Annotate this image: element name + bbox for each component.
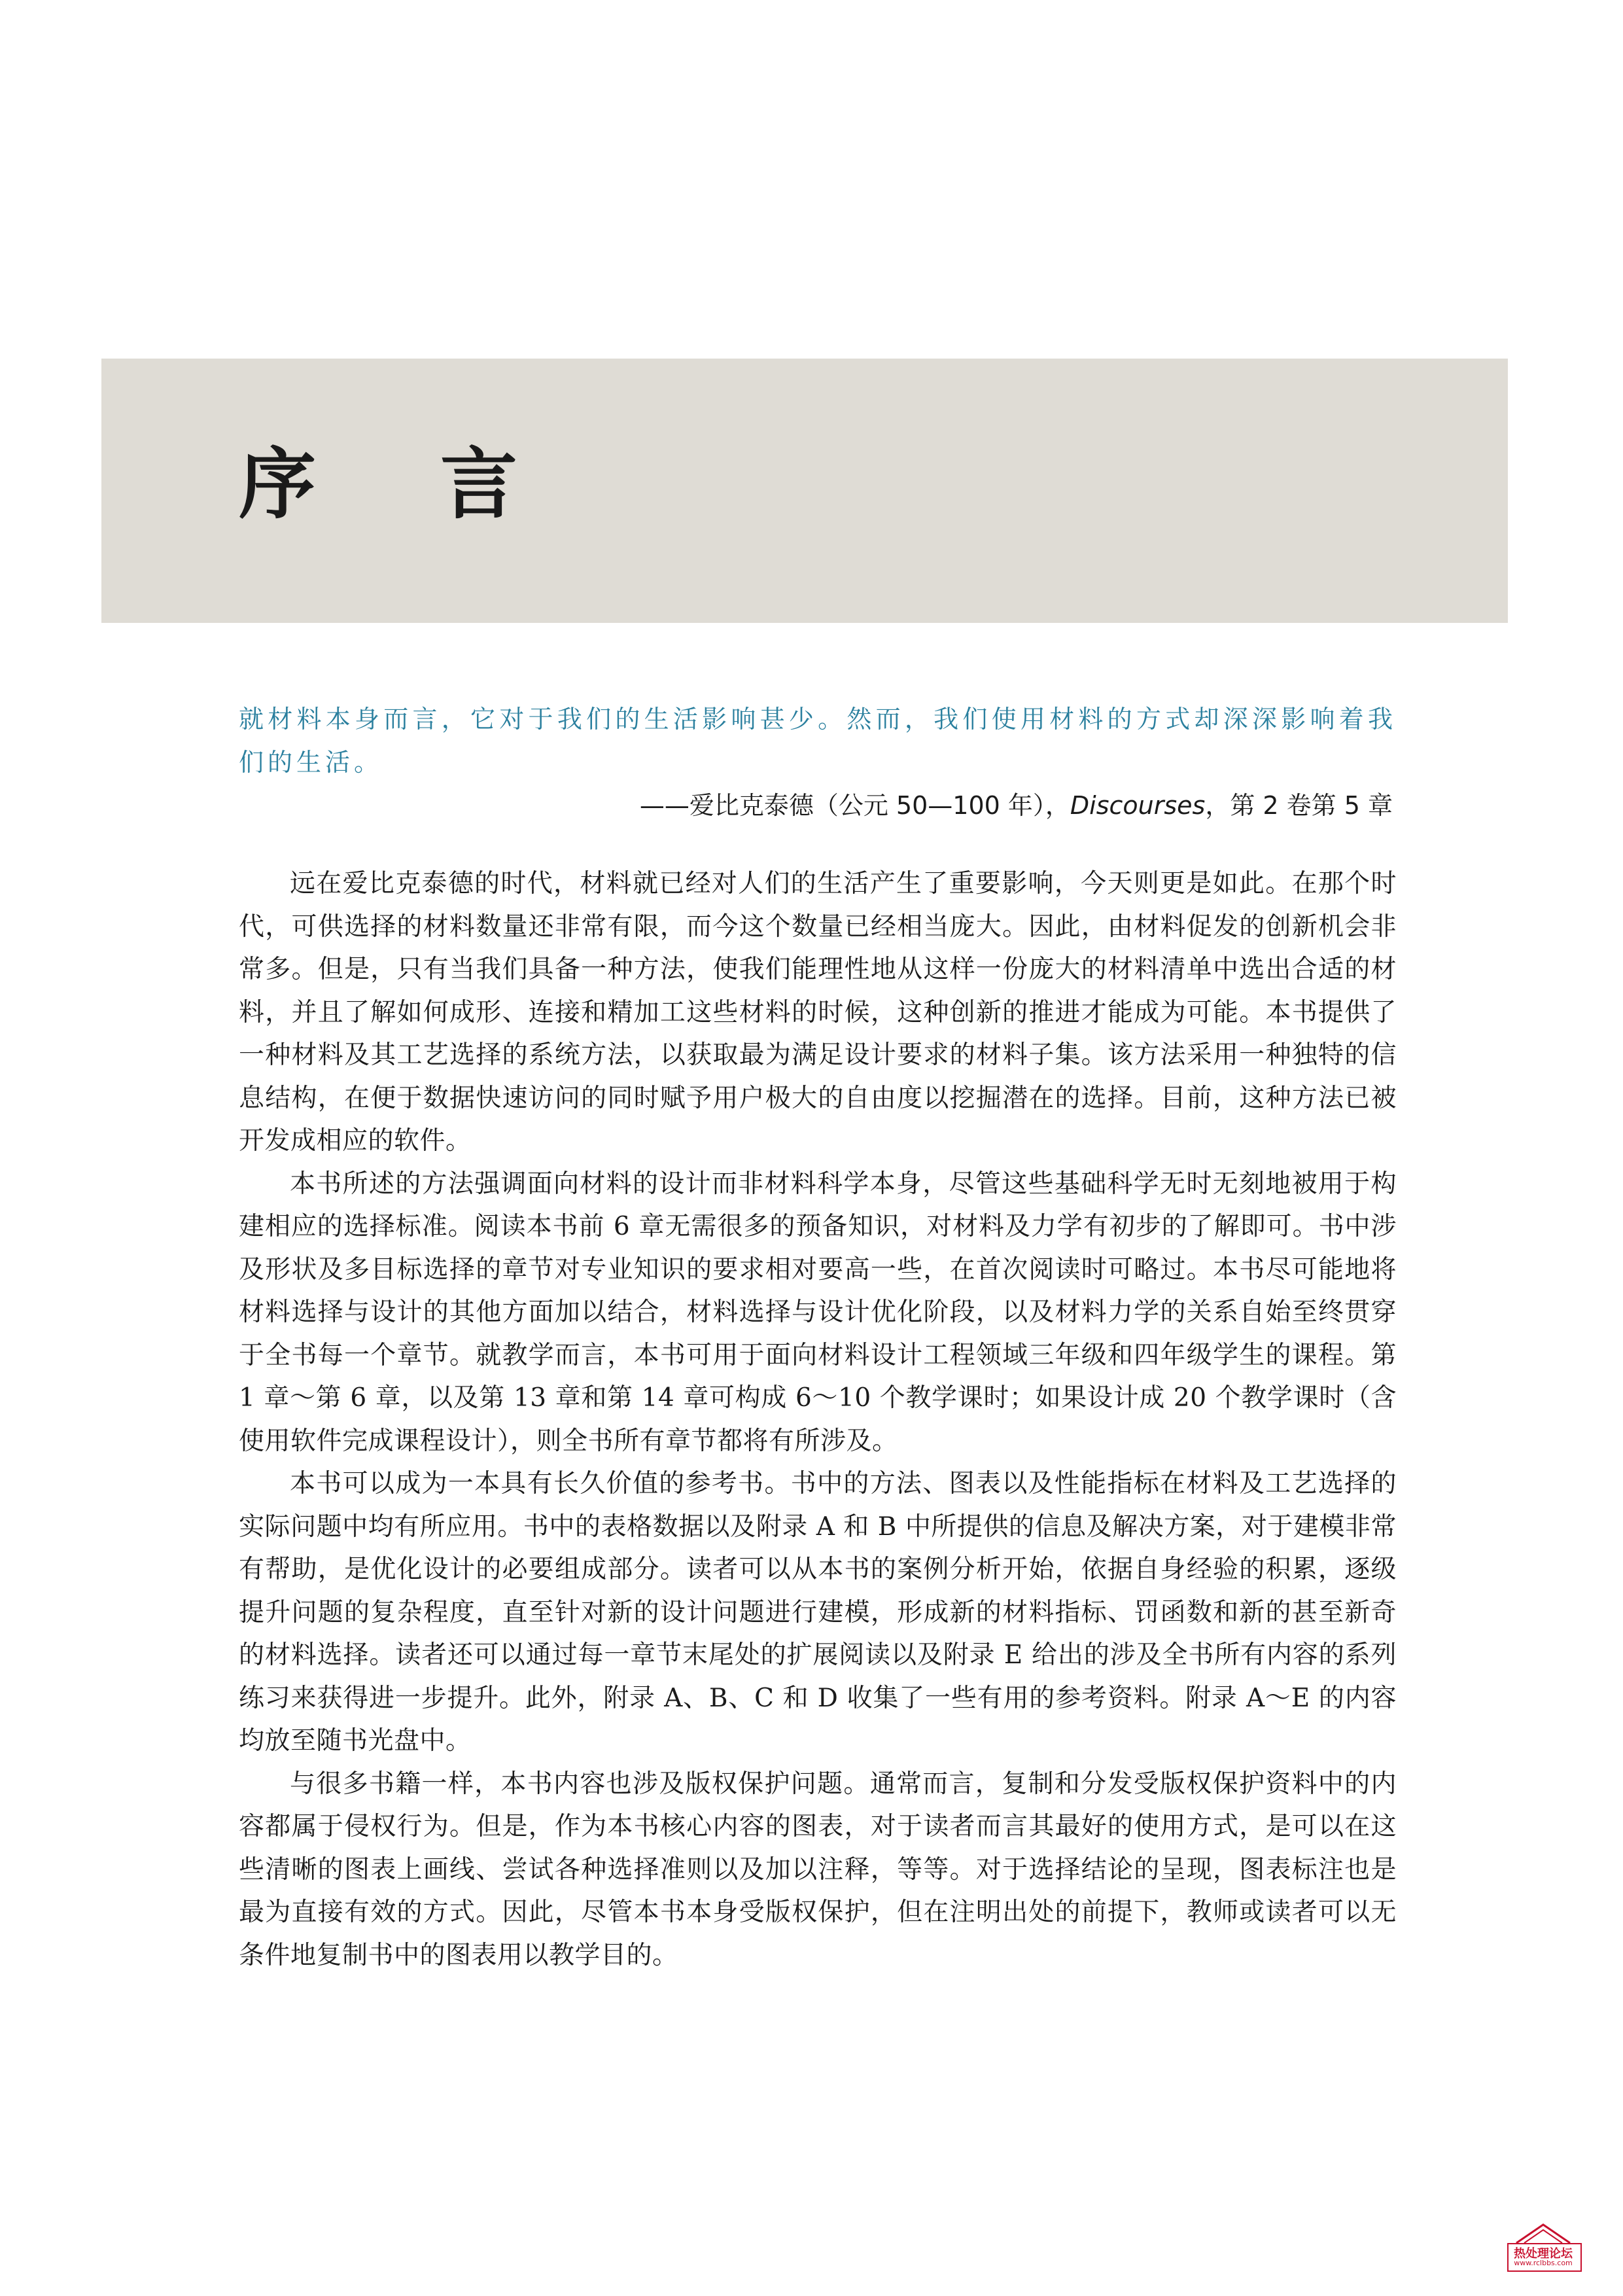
roof-icon [1515,2222,1571,2244]
paragraph: 本书所述的方法强调面向材料的设计而非材料科学本身，尽管这些基础科学无时无刻地被用于构建相应的选择标准。阅读本书前 6 章无需很多的预备知识，对材料及力学有初步的了解即可。书中涉及形状及多目标选择的章节对专业知识的要求相对要高一些，在首次阅读时可略过。本书尽可能地将材料选择与设计的其他方面加以结合，材料选择与设计优化阶段，以及材料力学的关系自始至终贯穿于全书每一个章节。就教学而言，本书可用于面向材料设计工程领域三年级和四年级学生的课程。第 1 章～第 6 章，以及第 13 章和第 14 章可构成 6～10 个教学课时；如果设计成 20 个教学课时（含使用软件完成课程设计），则全书所有章节都将有所涉及。 [239,1169,1397,1456]
attribution-location: ，第 2 卷第 5 章 [1205,791,1393,820]
title-band [101,359,1508,623]
page-title: 序言 [239,439,642,529]
watermark-main-text: 热处理论坛 [1514,2247,1573,2261]
epigraph-quote: 就材料本身而言，它对于我们的生活影响甚少。然而，我们使用材料的方式却深深影响着我们的生活。 [239,705,1397,777]
paragraph: 本书可以成为一本具有长久价值的参考书。书中的方法、图表以及性能指标在材料及工艺选择的实际问题中均有所应用。书中的表格数据以及附录 A 和 B 中所提供的信息及解决方案，对于建模非常有帮助，是优化设计的必要组成部分。读者可以从本书的案例分析开始，依据自身经验的积累，逐级提升问题的复杂程度，直至针对新的设计问题进行建模，形成新的材料指标、罚函数和新的甚至新奇的材料选择。读者还可以通过每一章节末尾处的扩展阅读以及附录 E 给出的涉及全书所有内容的系列练习来获得进一步提升。此外，附录 A、B、C 和 D 收集了一些有用的参考资料。附录 A～E 的内容均放至随书光盘中。 [239,1469,1397,1756]
paragraph: 与很多书籍一样，本书内容也涉及版权保护问题。通常而言，复制和分发受版权保护资料中的内容都属于侵权行为。但是，作为本书核心内容的图表，对于读者而言其最好的使用方式，是可以在这些清晰的图表上画线、尝试各种选择准则以及加以注释，等等。对于选择结论的呈现，图表标注也是最为直接有效的方式。因此，尽管本书本身受版权保护，但在注明出处的前提下，教师或读者可以无条件地复制书中的图表用以教学目的。 [239,1769,1397,1970]
paragraph: 远在爱比克泰德的时代，材料就已经对人们的生活产生了重要影响，今天则更是如此。在那个时代，可供选择的材料数量还非常有限，而今这个数量已经相当庞大。因此，由材料促发的创新机会非常多。但是，只有当我们具备一种方法，使我们能理性地从这样一份庞大的材料清单中选出合适的材料，并且了解如何成形、连接和精加工这些材料的时候，这种创新的推进才能成为可能。本书提供了一种材料及其工艺选择的系统方法，以获取最为满足设计要求的材料子集。该方法采用一种独特的信息结构，在便于数据快速访问的同时赋予用户极大的自由度以挖掘潜在的选择。目前，这种方法已被开发成相应的软件。 [239,869,1397,1156]
body-text [239,862,1397,1977]
attribution-work: Discourses [1070,791,1206,820]
forum-watermark [1502,2222,1582,2272]
epigraph-attribution [640,784,1393,827]
attribution-author: ——爱比克泰德（公元 50—100 年）， [639,791,1070,820]
watermark-url: www.rclbbs.com [1514,2259,1573,2267]
